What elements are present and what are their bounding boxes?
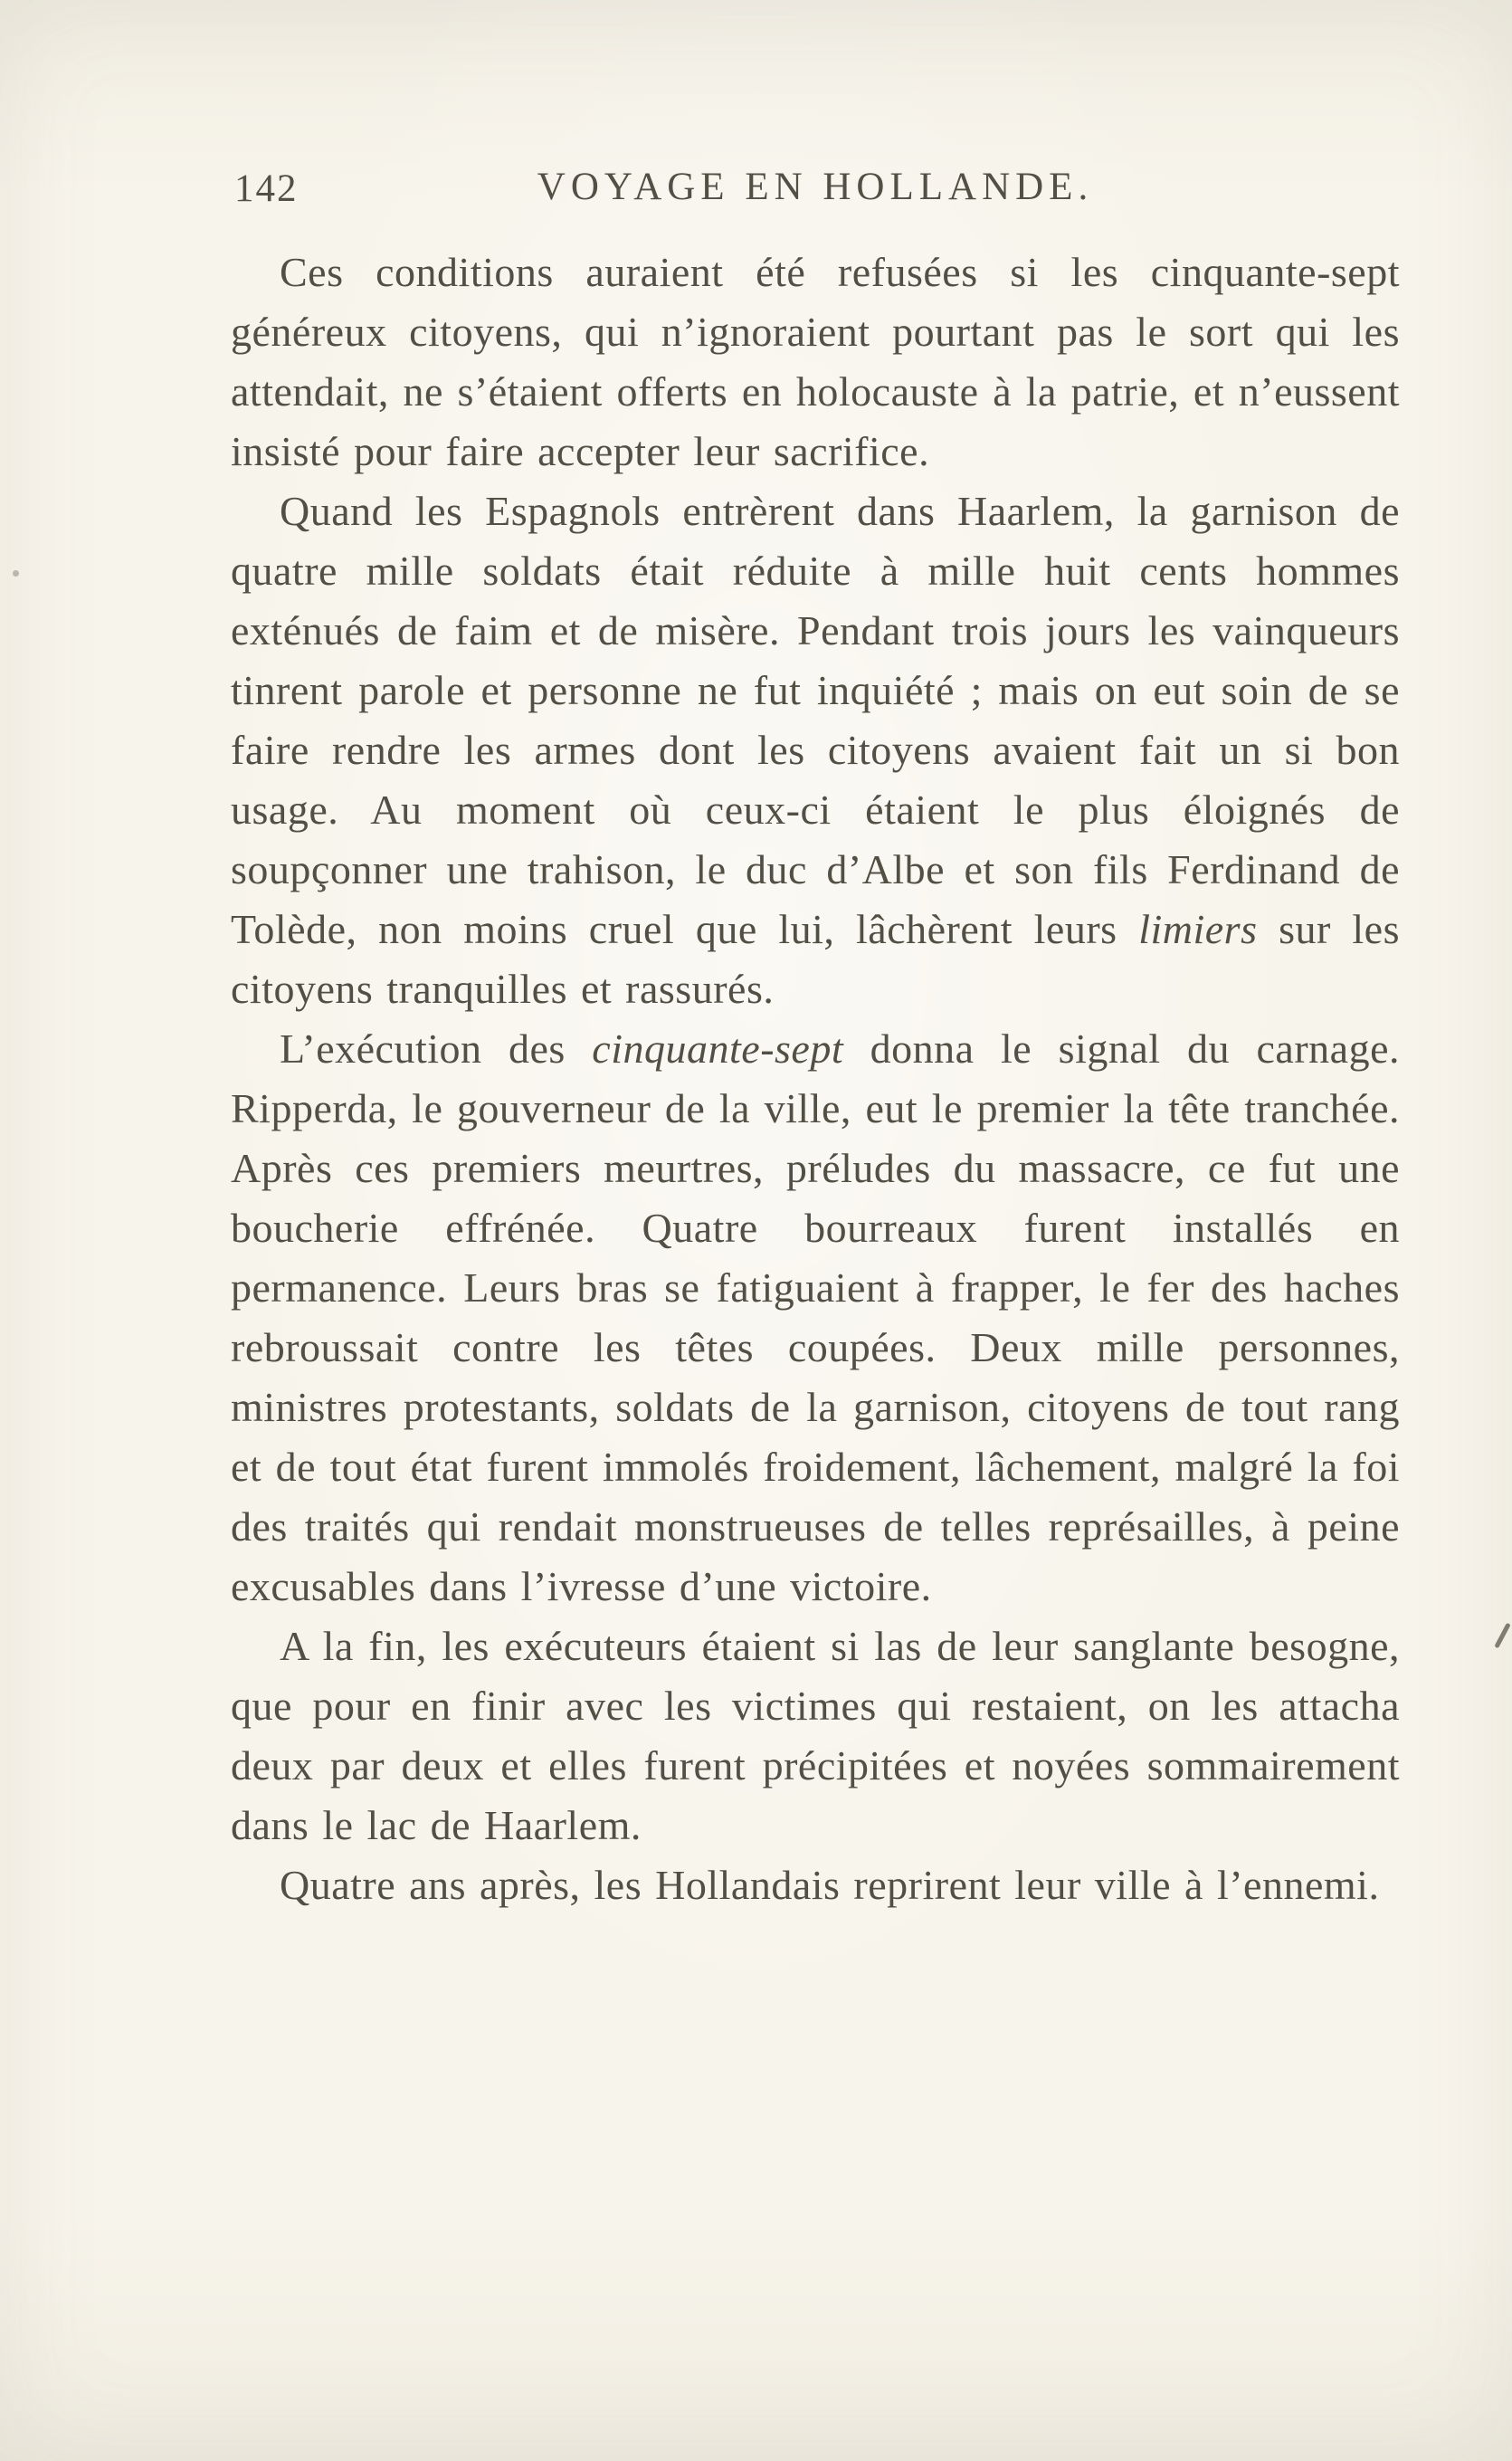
- paragraph: [231, 243, 1400, 482]
- paragraph: [231, 1855, 1400, 1915]
- text-run: Ces conditions auraient été refusées si les cinquante-sept généreux citoyens, qui n’ignoraient pourtant pas le sort qui les attendait, ne s’étaient offerts en holocauste à la patrie, et n’eussent insisté pour faire accepter leur sacrifice.: [231, 249, 1400, 474]
- text-run: A la fin, les exécuteurs étaient si las de leur sanglante besogne, que pour en finir avec les victimes qui restaient, on les attacha deux par deux et elles furent précipitées et noyées sommairement dans le lac de Haarlem.: [231, 1623, 1400, 1848]
- page-header: [231, 165, 1400, 219]
- italic-text-run: cinquante-sept: [592, 1025, 844, 1072]
- running-title: VOYAGE EN HOLLANDE.: [537, 166, 1094, 208]
- scan-speck: [13, 570, 19, 577]
- paragraph: [231, 482, 1400, 1019]
- italic-text-run: limiers: [1138, 906, 1258, 952]
- text-run: Quatre ans après, les Hollandais reprirent leur ville à l’ennemi.: [280, 1862, 1380, 1908]
- paragraph: [231, 1019, 1400, 1617]
- text-run: donna le signal du carnage. Ripperda, le gouverneur de la ville, eut le premier la tête tranchée. Après ces premiers meurtres, préludes du massacre, ce fut une boucherie effrénée. Quatre bourreaux furent installés en permanence. Leurs bras se fatiguaient à frapper, le fer des haches rebroussait contre les têtes coupées. Deux mille personnes, ministres protestants, soldats de la garnison, citoyens de tout rang et de tout état furent immolés froidement, lâchement, malgré la foi des traités qui rendait monstrueuses de telles représailles, à peine excusables dans l’ivresse d’une victoire.: [231, 1025, 1400, 1609]
- paragraph: [231, 1617, 1400, 1855]
- text-run: sur les citoyens tranquilles et rassurés.: [231, 906, 1400, 1012]
- body-text: [231, 243, 1400, 1915]
- text-run: Quand les Espagnols entrèrent dans Haarlem, la garnison de quatre mille soldats était réduite à mille huit cents hommes exténués de faim et de misère. Pendant trois jours les vainqueurs tinrent parole et personne ne fut inquiété ; mais on eut soin de se faire rendre les armes dont les citoyens avaient fait un si bon usage. Au moment où ceux-ci étaient le plus éloignés de soupçonner une trahison, le duc d’Albe et son fils Ferdinand de Tolède, non moins cruel que lui, lâchèrent leurs: [231, 488, 1400, 952]
- page-number: 142: [234, 167, 299, 210]
- scan-artifact: [1494, 1623, 1510, 1649]
- text-run: L’exécution des: [280, 1025, 593, 1072]
